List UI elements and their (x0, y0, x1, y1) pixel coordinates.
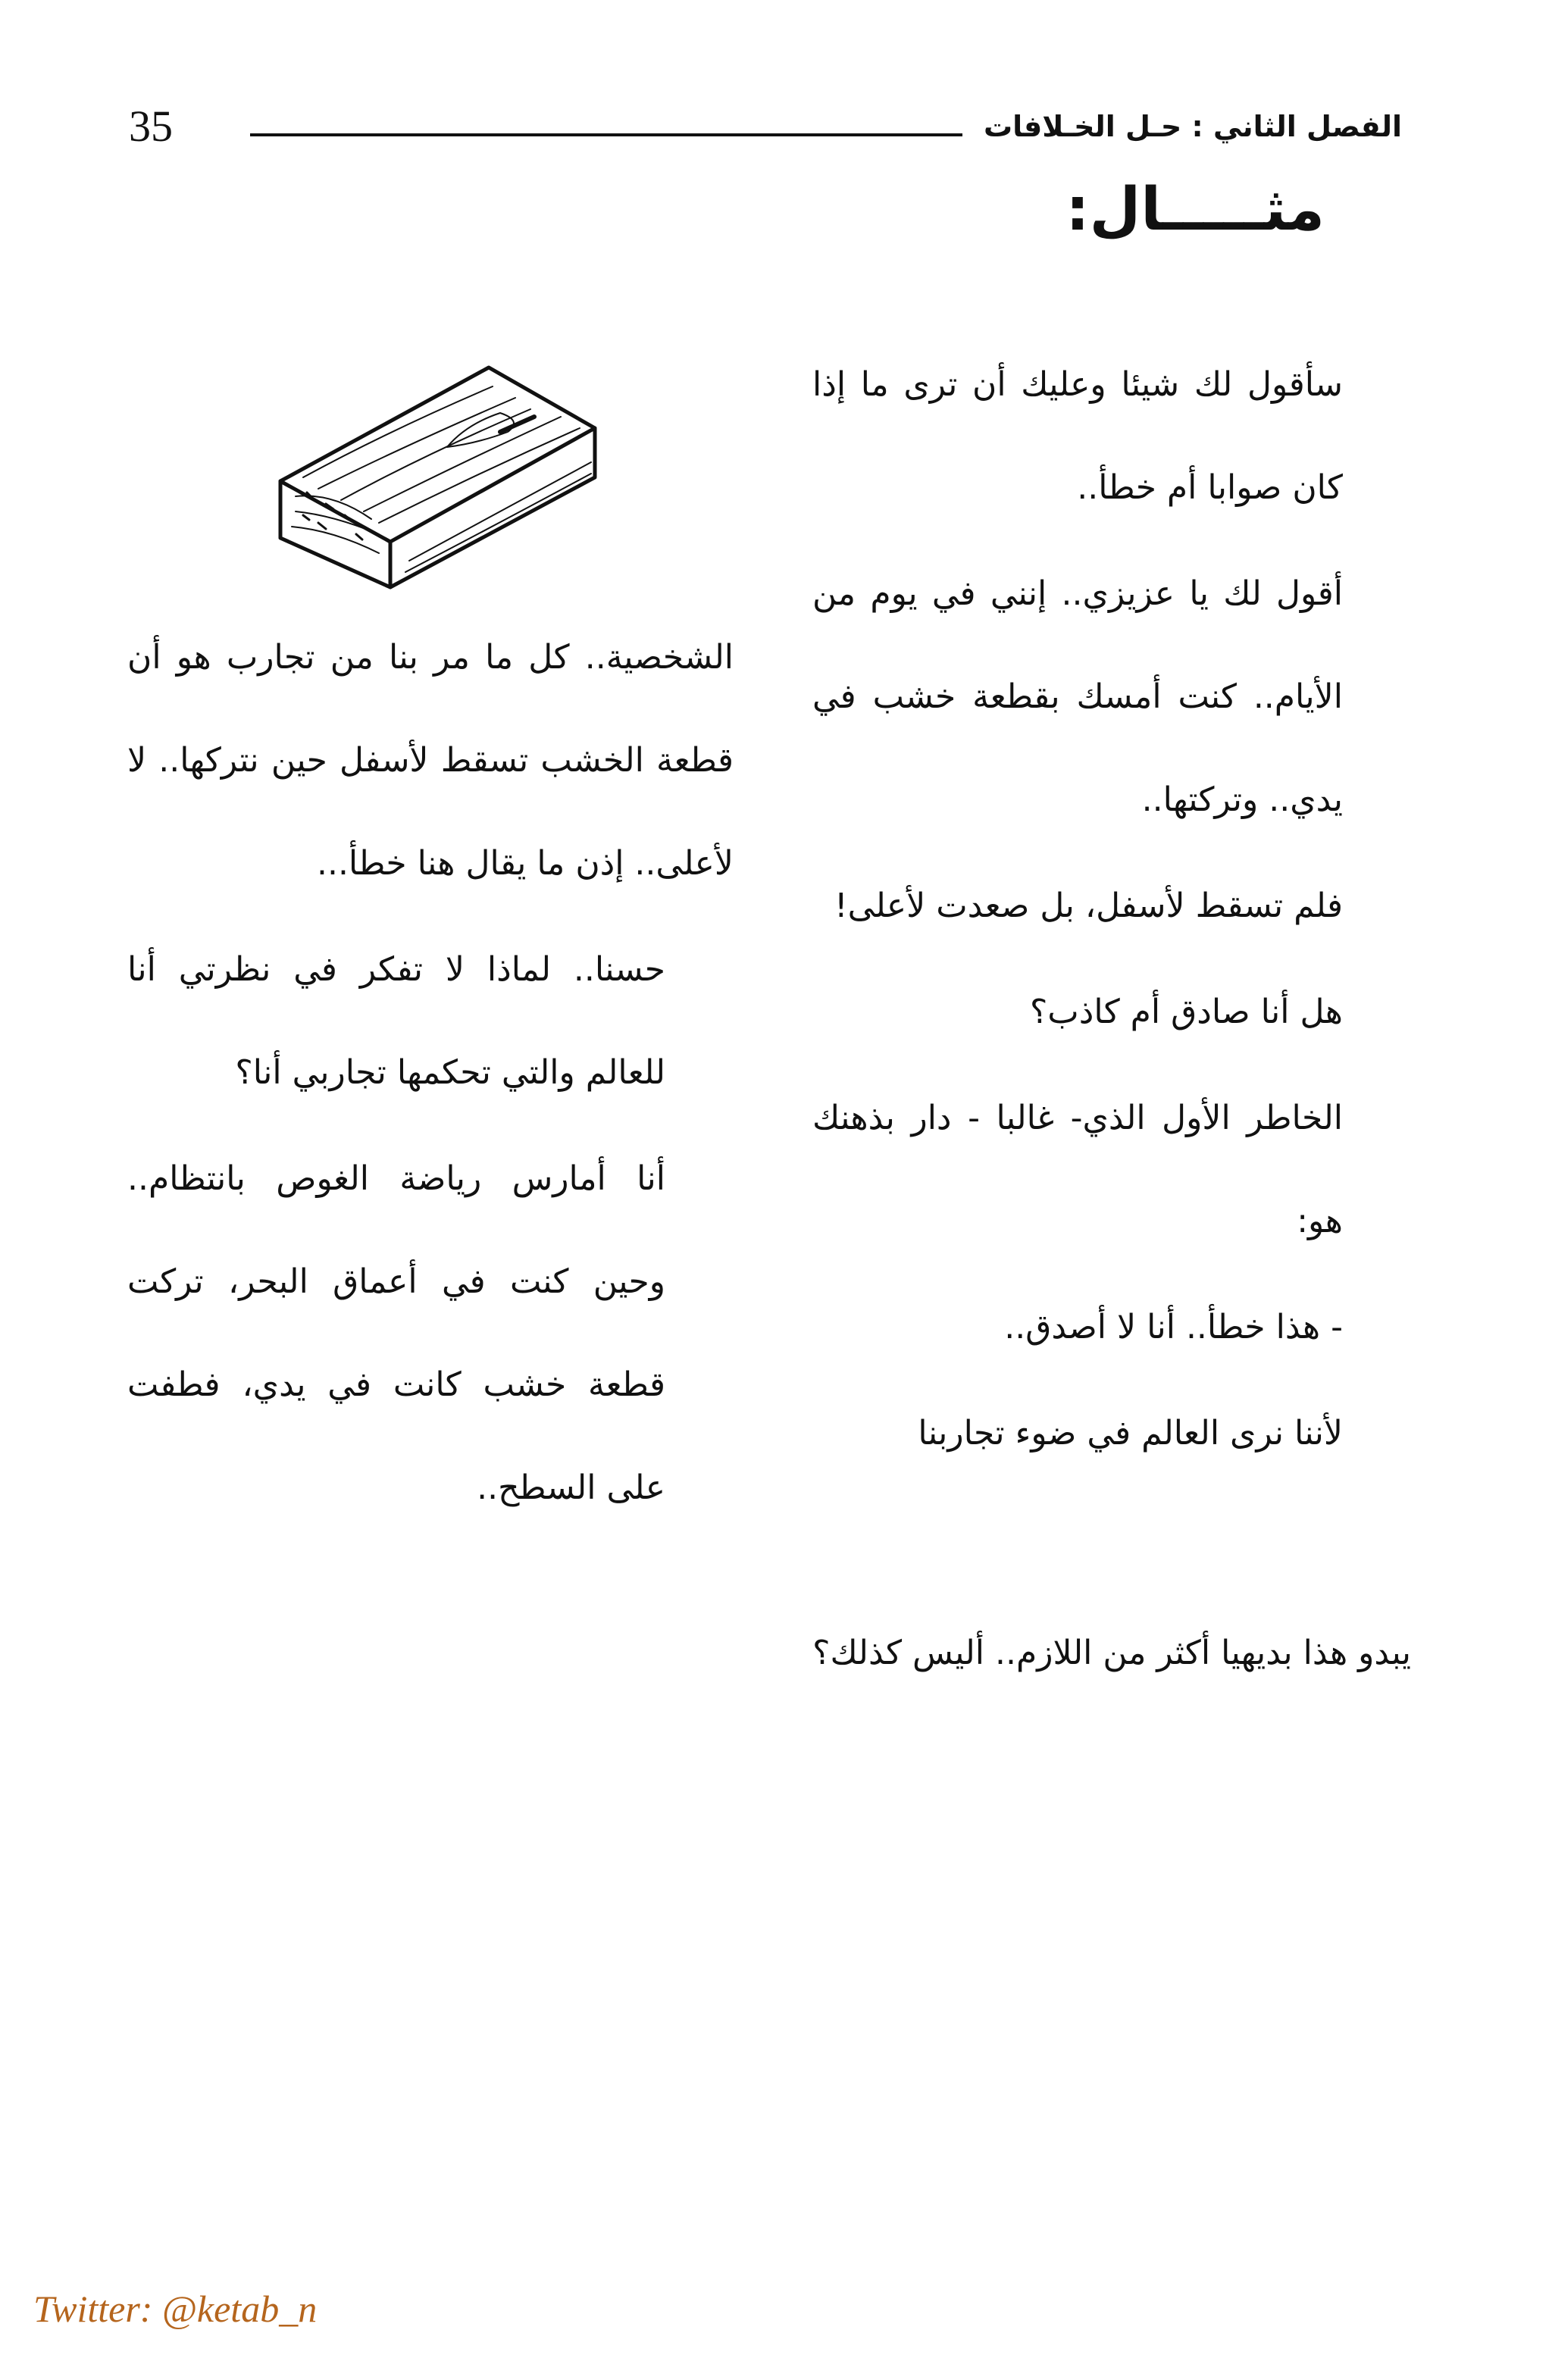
closing-line: يبدو هذا بديهيا أكثر من اللازم.. أليس كذلك؟ (812, 1634, 1411, 1672)
watermark: Twitter: @ketab_n (33, 2288, 318, 2330)
section-heading: مثـــــال: (1065, 176, 1325, 244)
chapter-title: الفصل الثاني : حـل الخـلافات (983, 110, 1402, 143)
paragraph: لأننا نرى العالم في ضوء تجاربنا (918, 1414, 1343, 1453)
header-divider (250, 133, 962, 136)
page-number: 35 (129, 102, 173, 151)
paragraph: الخاطر الأول الذي- غالبا - دار بذهنك هو: (812, 1099, 1343, 1240)
paragraph: أقول لك يا عزيزي.. إنني في يوم من الأيام.. كنت أمسك بقطعة خشب في يدي.. وتركتها.. (812, 574, 1343, 819)
right-column (812, 333, 1411, 1485)
paragraph: هل أنا صادق أم كاذب؟ (1029, 993, 1343, 1031)
paragraph: الشخصية.. كل ما مر بنا من تجارب هو أن قطعة الخشب تسقط لأسفل حين نتركها.. لا لأعلى.. إذن ما يقال هنا خطأ... (127, 638, 734, 883)
paragraph: حسنا.. لماذا لا تفكر في نظرتي أنا للعالم والتي تحكمها تجاربي أنا؟ (127, 950, 665, 1092)
left-column (127, 606, 734, 1540)
paragraph: - هذا خطأ.. أنا لا أصدق.. (1004, 1308, 1343, 1346)
wood-plank-icon (273, 341, 621, 591)
paragraph: سأقول لك شيئا وعليك أن ترى ما إذا كان صوابا أم خطأ.. (812, 365, 1343, 507)
paragraph: فلم تسقط لأسفل، بل صعدت لأعلى! (834, 887, 1343, 925)
paragraph: أنا أمارس رياضة الغوص بانتظام.. وحين كنت في أعماق البحر، تركت قطعة خشب كانت في يدي، فطفت على السطح.. (127, 1159, 665, 1507)
